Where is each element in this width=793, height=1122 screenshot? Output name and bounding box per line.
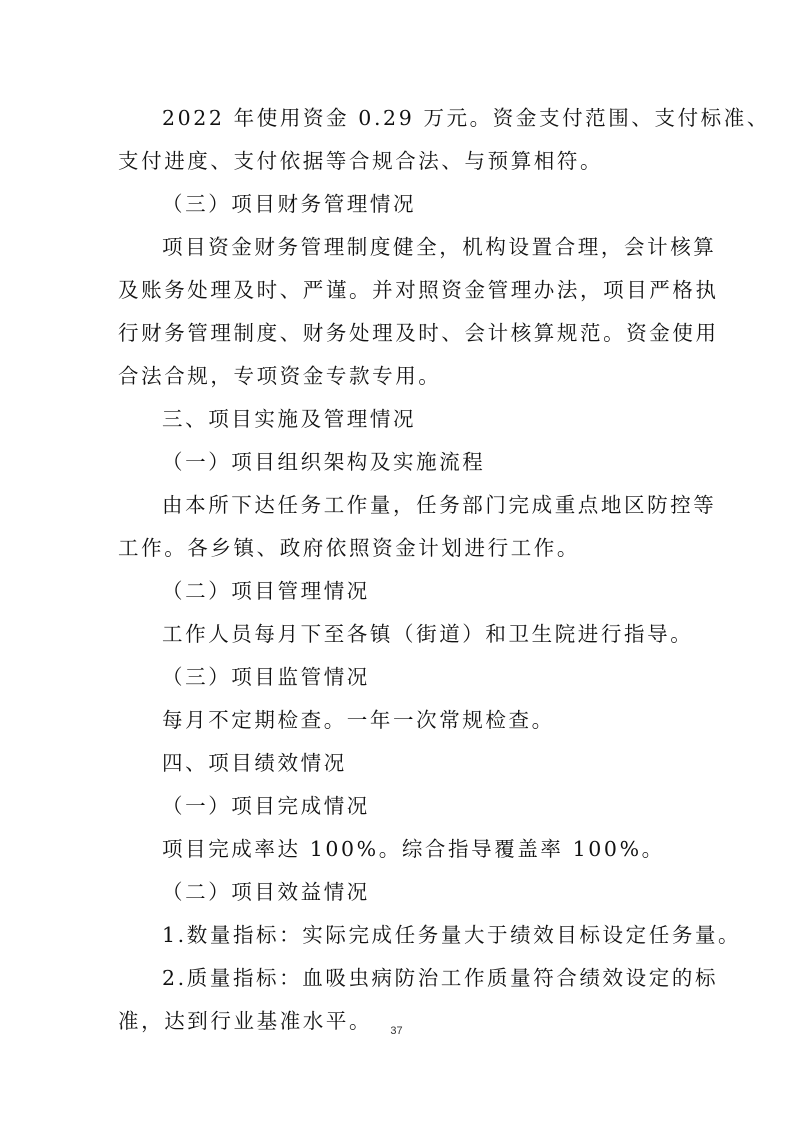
paragraph-project-management: 工作人员每月下至各镇（街道）和卫生院进行指导。 — [162, 622, 694, 646]
paragraph-quantity-indicator: 1.数量指标：实际完成任务量大于绩效目标设定任务量。 — [162, 923, 742, 947]
heading-supervision: （三）项目监管情况 — [162, 665, 370, 689]
heading-organization-structure: （一）项目组织架构及实施流程 — [162, 450, 486, 474]
paragraph-funds-usage-line-1: 2022 年使用资金 0.29 万元。资金支付范围、支付标准、 — [162, 106, 770, 130]
paragraph-funds-usage-line-2: 支付进度、支付依据等合规合法、与预算相符。 — [118, 149, 604, 173]
heading-financial-management: （三）项目财务管理情况 — [162, 192, 417, 216]
paragraph-quality-indicator-line-2: 准，达到行业基准水平。 — [118, 1009, 373, 1033]
page-number: 37 — [390, 1025, 403, 1037]
paragraph-organization-line-2: 工作。各乡镇、政府依照资金计划进行工作。 — [118, 536, 580, 560]
paragraph-financial-line-2: 及账务处理及时、严谨。并对照资金管理办法，项目严格执 — [118, 278, 719, 302]
heading-completion: （一）项目完成情况 — [162, 794, 370, 818]
paragraph-completion: 项目完成率达 100%。综合指导覆盖率 100%。 — [162, 837, 665, 861]
paragraph-supervision: 每月不定期检查。一年一次常规检查。 — [162, 708, 555, 732]
paragraph-quality-indicator-line-1: 2.质量指标：血吸虫病防治工作质量符合绩效设定的标 — [162, 966, 719, 990]
heading-benefits: （二）项目效益情况 — [162, 880, 370, 904]
paragraph-organization-line-1: 由本所下达任务工作量，任务部门完成重点地区防控等 — [162, 493, 717, 517]
heading-project-management: （二）项目管理情况 — [162, 579, 370, 603]
heading-implementation: 三、项目实施及管理情况 — [162, 407, 417, 431]
paragraph-financial-line-1: 项目资金财务管理制度健全，机构设置合理，会计核算 — [162, 235, 717, 259]
paragraph-financial-line-3: 行财务管理制度、财务处理及时、会计核算规范。资金使用 — [118, 321, 719, 345]
heading-performance: 四、项目绩效情况 — [162, 751, 347, 775]
paragraph-financial-line-4: 合法合规，专项资金专款专用。 — [118, 364, 442, 388]
